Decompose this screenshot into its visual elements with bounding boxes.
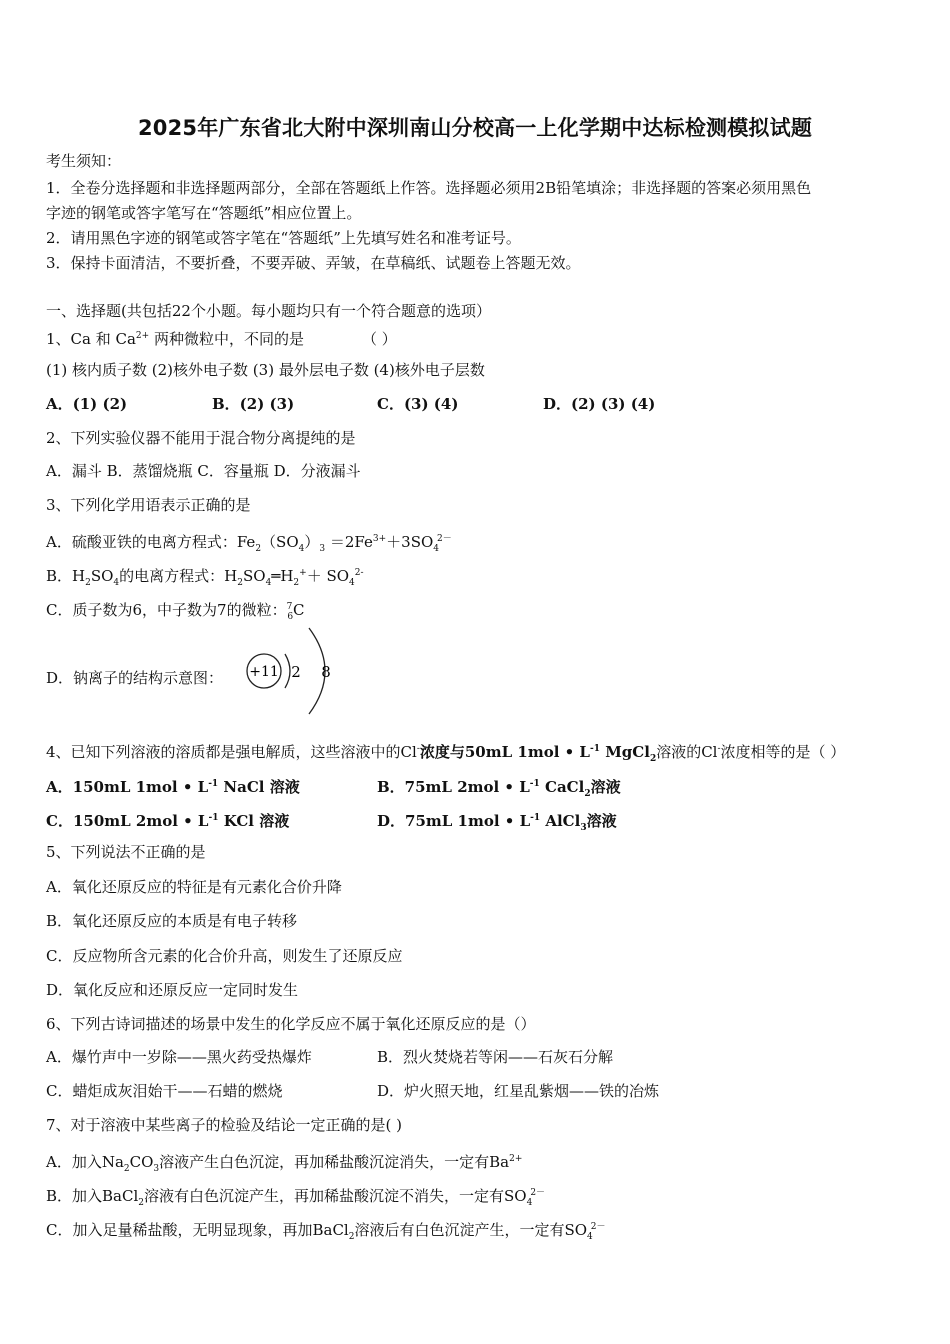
question-7-option-c: C．加入足量稀盐酸，无明显现象，再加BaCl$_2$溶液后有白色沉淀产生，一定有$SO_4^{2-}$: [46, 1221, 606, 1242]
question-1-stem: 1、Ca 和 $Ca^{2+}$ 两种微粒中，不同的是 （ ）: [46, 330, 397, 348]
question-6-option-b: B．烈火焚烧若等闲——石灰石分解: [377, 1048, 614, 1066]
question-3-option-d: D．钠离子的结构示意图：: [46, 669, 224, 687]
question-4-stem: 4、已知下列溶液的溶质都是强电解质，这些溶液中的Cl-浓度与50mL 1mol • $L^{-1}$ MgCl$_2$溶液的Cl-浓度相等的是（ ）: [46, 743, 846, 764]
notice-item-3: 3．保持卡面清洁，不要折叠，不要弄破、弄皱，在草稿纸、试题卷上答题无效。: [46, 254, 581, 272]
question-1-option-d: D．(2) (3) (4): [543, 395, 656, 413]
notice-heading: 考生须知：: [46, 152, 122, 170]
question-1-option-a: A．(1) (2): [46, 395, 128, 413]
question-2-stem: 2、下列实验仪器不能用于混合物分离提纯的是: [46, 429, 356, 447]
question-5-option-c: C．反应物所含元素的化合价升高，则发生了还原反应: [46, 947, 403, 965]
question-4-option-b: B．75mL 2mol • $L^{-1}$ CaCl$_2$溶液: [377, 778, 621, 799]
notice-item-1-line-2: 字迹的钢笔或答字笔写在“答题纸”相应位置上。: [46, 204, 362, 222]
question-1-items: (1) 核内质子数 (2)核外电子数 (3) 最外层电子数 (4)核外电子层数: [46, 361, 485, 379]
question-6-option-c: C．蜡炬成灰泪始干——石蜡的燃烧: [46, 1082, 283, 1100]
question-3-option-b: B．$H_2SO_4$的电离方程式：$H_2SO_4═H_2^++ SO_4^{2-}$: [46, 567, 364, 588]
question-3-option-a: A．硫酸亚铁的电离方程式：$Fe_2(SO_4)_3 =2Fe^{3+}+3SO_4^{2-}$: [46, 533, 452, 554]
question-7-stem: 7、对于溶液中某些离子的检验及结论一定正确的是( ): [46, 1116, 403, 1134]
question-5-option-b: B．氧化还原反应的本质是有电子转移: [46, 912, 298, 930]
page-title: 2025年广东省北大附中深圳南山分校高一上化学期中达标检测模拟试题: [137, 116, 813, 140]
question-5-option-d: D．氧化反应和还原反应一定同时发生: [46, 981, 299, 999]
question-4-option-d: D．75mL 1mol • $L^{-1}$ AlCl$_3$溶液: [377, 812, 617, 833]
sodium-ion-structure-diagram: [243, 624, 338, 719]
electron-shell-1-count: 2: [291, 663, 301, 681]
question-4-option-c: C．150mL 2mol • $L^{-1}$ KCl 溶液: [46, 812, 290, 830]
nucleus-charge: +11: [249, 664, 279, 680]
question-3-stem: 3、下列化学用语表示正确的是: [46, 496, 251, 514]
question-7-option-a: A．加入$Na_2CO_3$溶液产生白色沉淀，再加稀盐酸沉淀消失，一定有$Ba^{2+}$: [46, 1153, 523, 1174]
question-1-option-c: C．(3) (4): [377, 395, 459, 413]
notice-item-2: 2．请用黑色字迹的钢笔或答字笔在“答题纸”上先填写姓名和准考证号。: [46, 229, 521, 247]
question-3-option-c: C．质子数为6，中子数为7的微粒：$^7_6$C: [46, 601, 305, 622]
question-6-option-a: A．爆竹声中一岁除——黑火药受热爆炸: [46, 1048, 312, 1066]
electron-shell-2-count: 8: [321, 663, 331, 681]
question-4-option-a: A．150mL 1mol • $L^{-1}$ NaCl 溶液: [46, 778, 300, 796]
question-1-option-b: B．(2) (3): [212, 395, 295, 413]
question-5-stem: 5、下列说法不正确的是: [46, 843, 206, 861]
electron-shell-1-arc: [285, 654, 290, 688]
question-6-option-d: D．炉火照天地，红星乱紫烟——铁的冶炼: [377, 1082, 660, 1100]
notice-item-1-line-1: 1．全卷分选择题和非选择题两部分，全部在答题纸上作答。选择题必须用2B铅笔填涂；非选择题的答案必须用黑色: [46, 179, 812, 197]
question-5-option-a: A．氧化还原反应的特征是有元素化合价升降: [46, 878, 342, 896]
section-heading: 一、选择题(共包括22个小题。每小题均只有一个符合题意的选项）: [46, 302, 491, 320]
question-6-stem: 6、下列古诗词描述的场景中发生的化学反应不属于氧化还原反应的是（）: [46, 1015, 536, 1033]
question-2-options: A．漏斗 B．蒸馏烧瓶 C．容量瓶 D．分液漏斗: [46, 462, 361, 480]
question-7-option-b: B．加入BaCl$_2$溶液有白色沉淀产生，再加稀盐酸沉淀不消失，一定有$SO_4^{2-}$: [46, 1187, 546, 1208]
